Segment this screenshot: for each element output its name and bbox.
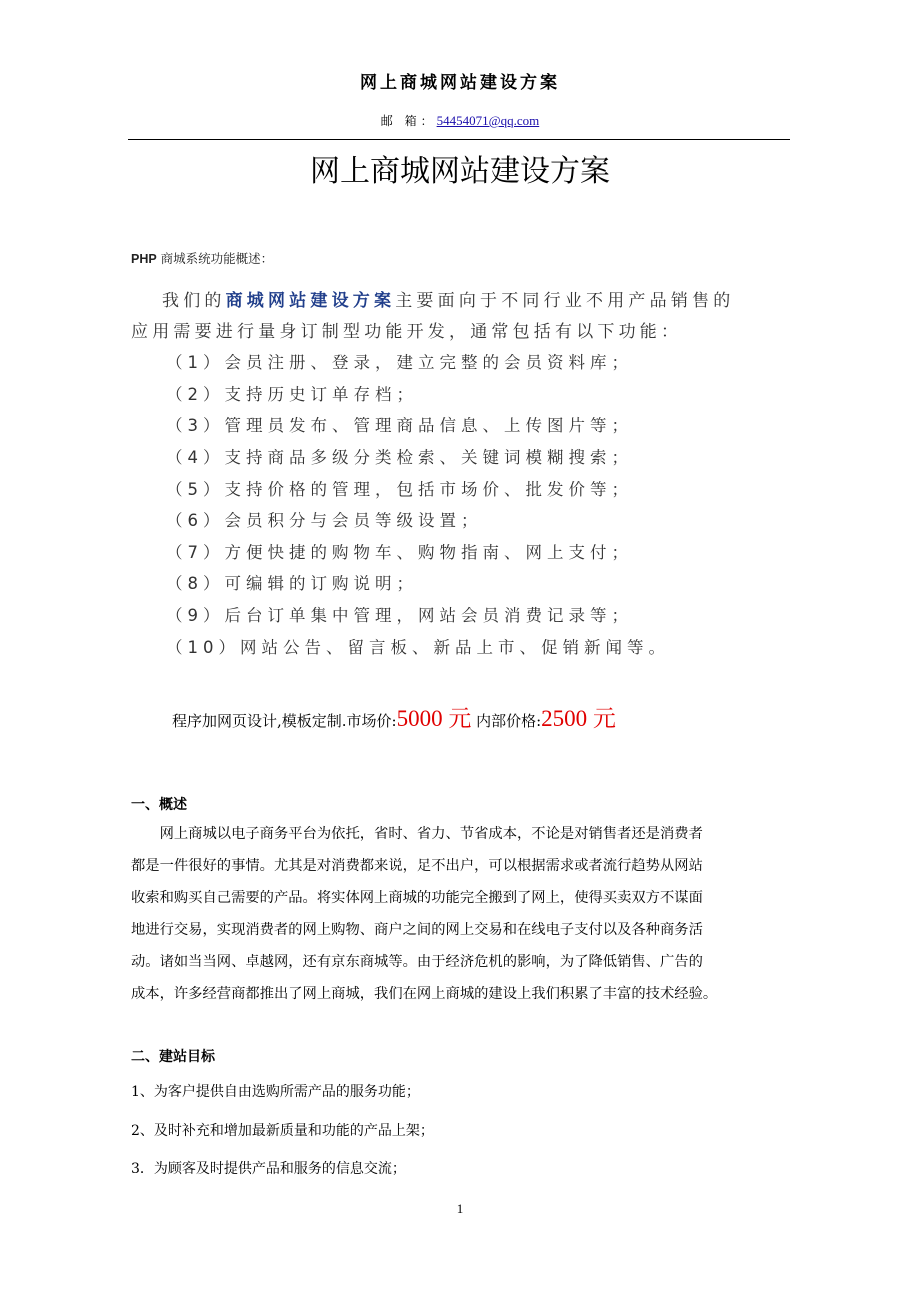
intro-highlight-link[interactable]: 商城网站建设方案 xyxy=(225,291,396,311)
email-link[interactable]: 54454071@qq.com xyxy=(436,113,540,128)
overview-paragraph-line: 动。诸如当当网、卓越网，还有京东商城等。由于经济危机的影响，为了降低销售、广告的 xyxy=(131,954,703,970)
overview-paragraph-line: 收索和购买自己需要的产品。将实体网上商城的功能完全搬到了网上，使得买卖双方不谋面 xyxy=(131,890,703,906)
document-title: 网上商城网站建设方案 xyxy=(310,154,610,189)
overview-label-prefix: PHP xyxy=(131,252,157,266)
internal-price-label: 内部价格: xyxy=(471,712,542,730)
feature-item: （6）会员积分与会员等级设置； xyxy=(166,511,483,530)
intro-before: 我们的 xyxy=(162,291,226,311)
page-number: 1 xyxy=(456,1201,464,1216)
feature-item: （3）管理员发布、管理商品信息、上传图片等； xyxy=(166,416,633,435)
feature-item: （9）后台订单集中管理，网站会员消费记录等； xyxy=(166,606,633,625)
intro-line-2: 应用需要进行量身订制型功能开发，通常包括有以下功能： xyxy=(131,322,683,342)
intro-line-1 xyxy=(162,286,822,311)
goal-item: 3．为顾客及时提供产品和服务的信息交流； xyxy=(131,1161,406,1177)
goal-item: 1、为客户提供自由选购所需产品的服务功能； xyxy=(131,1084,420,1100)
goal-item: 2、及时补充和增加最新质量和功能的产品上架； xyxy=(131,1123,434,1139)
market-price: 5000 元 xyxy=(396,706,472,731)
email-line xyxy=(0,112,920,129)
overview-label-text: 商城系统功能概述： xyxy=(156,251,274,266)
header-divider xyxy=(128,139,790,140)
feature-item: （1）会员注册、登录，建立完整的会员资料库； xyxy=(166,353,633,372)
feature-item: （7）方便快捷的购物车、购物指南、网上支付； xyxy=(166,543,633,562)
overview-label xyxy=(131,249,273,267)
feature-item: （4）支持商品多级分类检索、关键词模糊搜索； xyxy=(166,448,633,467)
overview-paragraph-line: 都是一件很好的事情。尤其是对消费都来说，足不出户，可以根据需求或者流行趋势从网站 xyxy=(131,858,703,874)
section-heading-overview: 一、概述 xyxy=(131,797,187,813)
overview-paragraph-line: 地进行交易，实现消费者的网上购物、商户之间的网上交易和在线电子支付以及各种商务活 xyxy=(131,922,703,938)
overview-paragraph-line: 网上商城以电子商务平台为依托，省时、省力、节省成本，不论是对销售者还是消费者 xyxy=(131,826,703,842)
section-heading-goals: 二、建站目标 xyxy=(131,1049,215,1065)
intro-after: 主要面向于不同行业不用产品销售的 xyxy=(395,291,735,311)
overview-paragraph-line: 成本，许多经营商都推出了网上商城，我们在网上商城的建设上我们积累了丰富的技术经验。 xyxy=(131,986,718,1002)
feature-item: （2）支持历史订单存档； xyxy=(166,385,418,404)
feature-item: （10）网站公告、留言板、新品上市、促销新闻等。 xyxy=(166,638,670,657)
email-label: 邮 箱： xyxy=(380,114,437,128)
feature-item: （8）可编辑的订购说明； xyxy=(166,574,418,593)
feature-item: （5）支持价格的管理，包括市场价、批发价等； xyxy=(166,480,633,499)
price-line xyxy=(172,700,616,733)
price-prefix: 程序加网页设计,模板定制.市场价: xyxy=(172,712,397,730)
internal-price: 2500 元 xyxy=(541,706,616,731)
running-header-title: 网上商城网站建设方案 xyxy=(360,73,560,93)
